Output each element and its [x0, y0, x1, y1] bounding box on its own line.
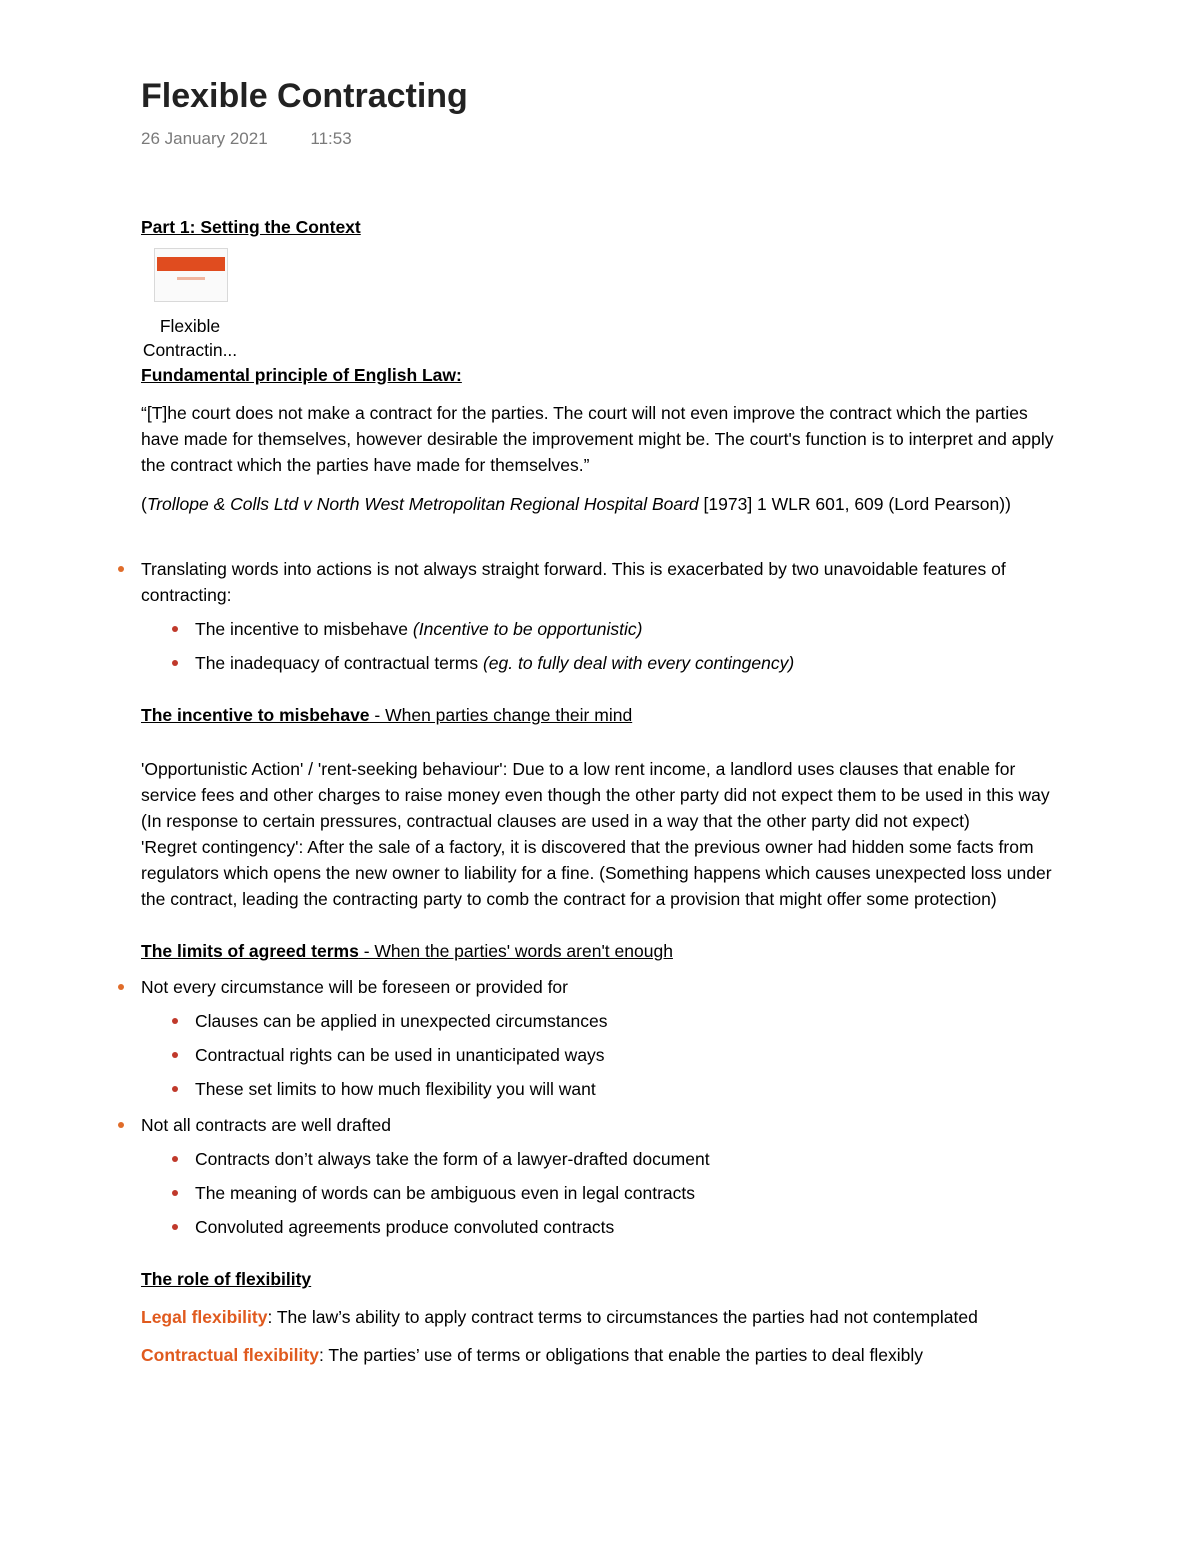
bullet-text: The inadequacy of contractual terms — [195, 653, 483, 673]
limits-section — [141, 938, 1061, 1240]
sub-bullets — [195, 1008, 1061, 1102]
bullet-text: Not all contracts are well drafted — [141, 1115, 391, 1135]
term-definition: : The law’s ability to apply contract terms to circumstances the parties had not contemplated — [267, 1307, 978, 1327]
principle-quote: “[T]he court does not make a contract for the parties. The court will not even improve the contract which the parties have made for themselves, however desirable the improvement might be. The court's function is to interpret and apply the contract which the parties have made for themselves.” — [141, 403, 1054, 475]
list-item: Clauses can be applied in unexpected circumstances — [195, 1008, 1061, 1034]
list-item — [195, 650, 1061, 676]
list-item — [141, 1112, 1061, 1240]
bullet-text: Translating words into actions is not always straight forward. This is exacerbated by two unavoidable features of contracting: — [141, 559, 1006, 605]
term-label: Contractual flexibility — [141, 1345, 319, 1365]
list-item — [141, 974, 1061, 1102]
list-item: These set limits to how much flexibility you will want — [195, 1076, 1061, 1102]
sub-bullets — [195, 1146, 1061, 1240]
bullet-italic: (eg. to fully deal with every contingency) — [482, 653, 795, 673]
bullet-italic: (Incentive to be opportunistic) — [412, 619, 643, 639]
role-heading: The role of flexibility — [141, 1269, 312, 1289]
heading-sub: - When the parties' words aren't enough — [358, 941, 673, 961]
list-item — [195, 616, 1061, 642]
citation-open: ( — [141, 494, 147, 514]
page-meta — [141, 126, 1061, 152]
sub-bullets — [195, 616, 1061, 676]
attachment-thumbnail[interactable] — [154, 248, 228, 302]
attachment-label[interactable]: Flexible Contractin... — [142, 316, 238, 360]
document-page — [141, 72, 1061, 1368]
citation-case: Trollope & Colls Ltd v North West Metropolitan Regional Hospital Board — [146, 494, 699, 514]
page-time: 11:53 — [310, 129, 352, 148]
term-label: Legal flexibility — [141, 1307, 268, 1327]
legal-flexibility-def — [141, 1304, 1061, 1330]
slide-subtitle-line — [177, 277, 205, 280]
part1-heading: Part 1: Setting the Context — [141, 217, 361, 237]
heading-bold: The incentive to misbehave — [141, 705, 370, 725]
slide-title-bar — [157, 257, 225, 271]
page-title: Flexible Contracting — [141, 77, 468, 115]
principle-heading: Fundamental principle of English Law: — [141, 365, 462, 385]
limits-heading — [141, 938, 1061, 964]
principle-citation — [141, 491, 1061, 517]
page-date: 26 January 2021 — [141, 129, 268, 148]
context-bullets — [141, 556, 1061, 676]
incentive-para-2: 'Regret contingency': After the sale of a factory, it is discovered that the previous owner had hidden some facts from regulators which opens the new owner to liability for a fine. (Something happens which causes unexpected loss under the contract, leading the contracting party to comb the contract for a provision that might offer some protection) — [141, 837, 1052, 909]
incentive-heading — [141, 702, 1061, 728]
heading-bold: The limits of agreed terms — [141, 941, 359, 961]
list-item — [141, 556, 1061, 676]
list-item: Convoluted agreements produce convoluted contracts — [195, 1214, 1061, 1240]
list-item: Contractual rights can be used in unanticipated ways — [195, 1042, 1061, 1068]
term-definition: : The parties’ use of terms or obligations that enable the parties to deal flexibly — [318, 1345, 924, 1365]
role-section — [141, 1266, 1061, 1368]
contractual-flexibility-def — [141, 1342, 1061, 1368]
bullet-text: Not every circumstance will be foreseen or provided for — [141, 977, 568, 997]
part1-section — [141, 214, 1061, 362]
limits-bullets — [141, 974, 1061, 1240]
heading-sub: - When parties change their mind — [369, 705, 633, 725]
principle-section — [141, 362, 1061, 517]
incentive-para-1: 'Opportunistic Action' / 'rent-seeking behaviour': Due to a low rent income, a landlord uses clauses that enable for service fees and other charges to raise money even though the other party did not expect them to be used in this way (In response to certain pressures, contractual clauses are used in a way that the other party did not expect) — [141, 759, 1050, 831]
citation-rest: [1973] 1 WLR 601, 609 (Lord Pearson)) — [698, 494, 1011, 514]
list-item: The meaning of words can be ambiguous even in legal contracts — [195, 1180, 1061, 1206]
bullet-text: The incentive to misbehave — [195, 619, 413, 639]
incentive-section — [141, 702, 1061, 912]
list-item: Contracts don’t always take the form of a lawyer-drafted document — [195, 1146, 1061, 1172]
